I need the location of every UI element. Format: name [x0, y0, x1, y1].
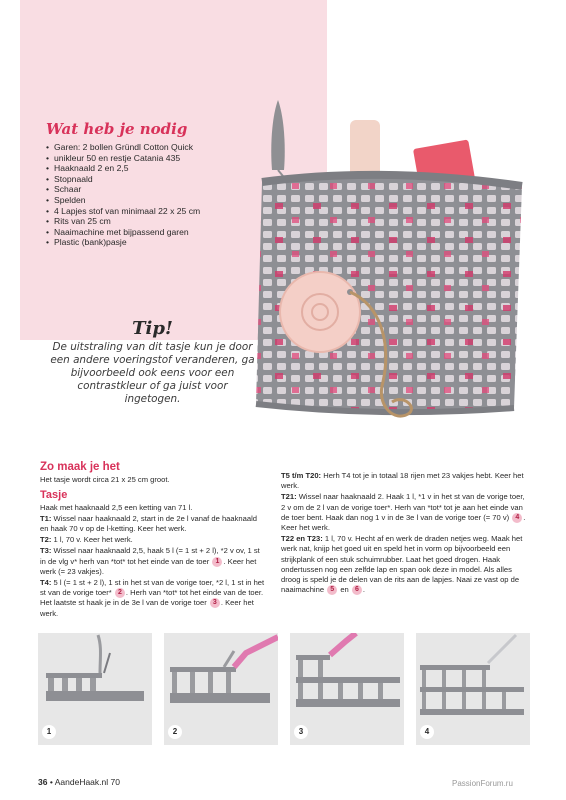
crochet-hook [488, 635, 516, 663]
row-text: . Keer het werk. [40, 598, 254, 618]
step-photo [416, 633, 530, 745]
row-text: Wissel naar haaknaald 2, start in de 2e l vanaf de haaknaald en haak 70 v op de l-ketting. Keer het werk. [40, 513, 257, 534]
row-text: Wissel naar haaknaald 2. Haak 1 l, *1 v in het st van de vorige toer, 2 v om de 2 l van de vorige toer*. Herh van *tot* tot je aan het einde van de toer bent. Haak dan nog 1 v in de 3e l van de vorige toer (= 70 v) [281, 492, 525, 522]
row-text: 1 l, 70 v. Keer het werk. [53, 535, 133, 545]
step-ref-badge: 5 [327, 585, 337, 595]
crochet-hook [234, 637, 278, 667]
instructions-left-column [40, 462, 266, 620]
row-t21 [281, 492, 529, 533]
row-text: Herh T4 tot je in totaal 18 rijen met 23 vakjes hebt. Keer het werk. [281, 471, 524, 491]
step-number: 2 [168, 725, 182, 739]
row-text: . Herh van *tot* tot het einde van de toer. Het laatste st haak je in de 3e l van de vorige toer [40, 588, 264, 608]
footer-bullet: • [49, 777, 53, 787]
row-t4 [40, 578, 266, 619]
row-label: T2: [40, 535, 52, 545]
materials-item: • Spelden [46, 195, 276, 206]
row-text: Wissel naar haaknaald 2,5, haak 5 l (= 1 st + 2 l), *2 v ov, 1 st in de vlg v* herh van *tot* tot het einde van de toer [40, 546, 260, 566]
step-number: 1 [42, 725, 56, 739]
row-text: en [340, 585, 349, 595]
materials-item: • 4 Lapjes stof van minimaal 22 x 25 cm [46, 206, 276, 217]
row-label: T3: [40, 546, 52, 556]
instructions-right-column [281, 471, 529, 596]
row-label: T4: [40, 578, 52, 588]
row-text: . Keer het werk. [281, 512, 526, 533]
page-footer [38, 777, 120, 787]
materials-item: • Naaimachine met bijpassend garen [46, 227, 276, 238]
row-label: T21: [281, 492, 297, 502]
step-ref-badge: 4 [512, 513, 522, 523]
row-t2 [40, 535, 266, 545]
tassel [271, 100, 285, 170]
size-note: Het tasje wordt circa 21 x 25 cm groot. [40, 475, 170, 485]
instructions-heading: Zo maak je het [40, 461, 120, 473]
materials-item: • Haaknaald 2 en 2,5 [46, 163, 276, 174]
watermark: PassionForum.ru [452, 779, 513, 788]
tip-box [50, 318, 255, 406]
row-text: 5 l (= 1 st + 2 l), 1 st in het st van de vorige toer, *2 l, 1 st in het st van de vorige toer* [40, 578, 265, 598]
page-number: 36 [38, 777, 48, 787]
step-number: 4 [420, 725, 434, 739]
step-photos [38, 633, 530, 745]
step-ref-badge: 3 [210, 598, 220, 608]
tip-text: De uitstraling van dit tasje kun je door een andere voeringstof veranderen, ga bijvoorbeeld ook eens voor een contrastkleur of ga juist voor ingetogen. [50, 341, 255, 405]
tip-title: Tip! [132, 318, 173, 339]
crochet-hook [330, 633, 356, 655]
row-label: T22 en T23: [281, 534, 323, 544]
section-heading-tasje: Tasje [40, 489, 68, 502]
step-ref-badge: 6 [352, 585, 362, 595]
materials-item: • unikleur 50 en restje Catania 435 [46, 153, 276, 164]
row-text: . [362, 585, 366, 595]
step-photo [38, 633, 152, 745]
row-t5-t20 [281, 471, 529, 491]
step-number: 3 [294, 725, 308, 739]
materials-item: • Schaar [46, 184, 276, 195]
row-t1 [40, 514, 266, 534]
materials-item: • Plastic (bank)pasje [46, 237, 276, 248]
magazine-name: AandeHaak.nl 70 [54, 777, 120, 787]
row-label: T5 t/m T20: [281, 471, 322, 480]
step-ref-badge: 2 [115, 588, 125, 598]
materials-title: Wat heb je nodig [46, 120, 188, 138]
materials-item: • Stopnaald [46, 174, 276, 185]
row-t3 [40, 546, 266, 577]
step-ref-badge: 1 [212, 557, 222, 567]
intro-step: Haak met haaknaald 2,5 een ketting van 71 l. [40, 502, 193, 512]
row-t22-t23 [281, 534, 529, 595]
materials-item: • Rits van 25 cm [46, 216, 276, 227]
step-photo [164, 633, 278, 745]
row-text: 1 l, 70 v. Hecht af en werk de draden netjes weg. Maak het werk nat, knijp het goed uit en speld het in vorm op bijvoorbeeld een strijkplank of een stuk schuimrubber. Laat het goed drogen. Haak ondertussen nog een zelfde lap en span ook deze in model. Als alles droog is speld je de delen van de rits aan de lapjes. Naai ze vast op de naaimachine [281, 534, 523, 595]
materials-item: • Garen: 2 bollen Gründl Cotton Quick [46, 142, 276, 153]
clay-charm [280, 272, 360, 352]
step-photo [290, 633, 404, 745]
row-label: T1: [40, 513, 52, 523]
crochet-pouch-photo [232, 96, 532, 441]
row-text: . Keer het werk (= 23 vakjes). [40, 556, 257, 576]
